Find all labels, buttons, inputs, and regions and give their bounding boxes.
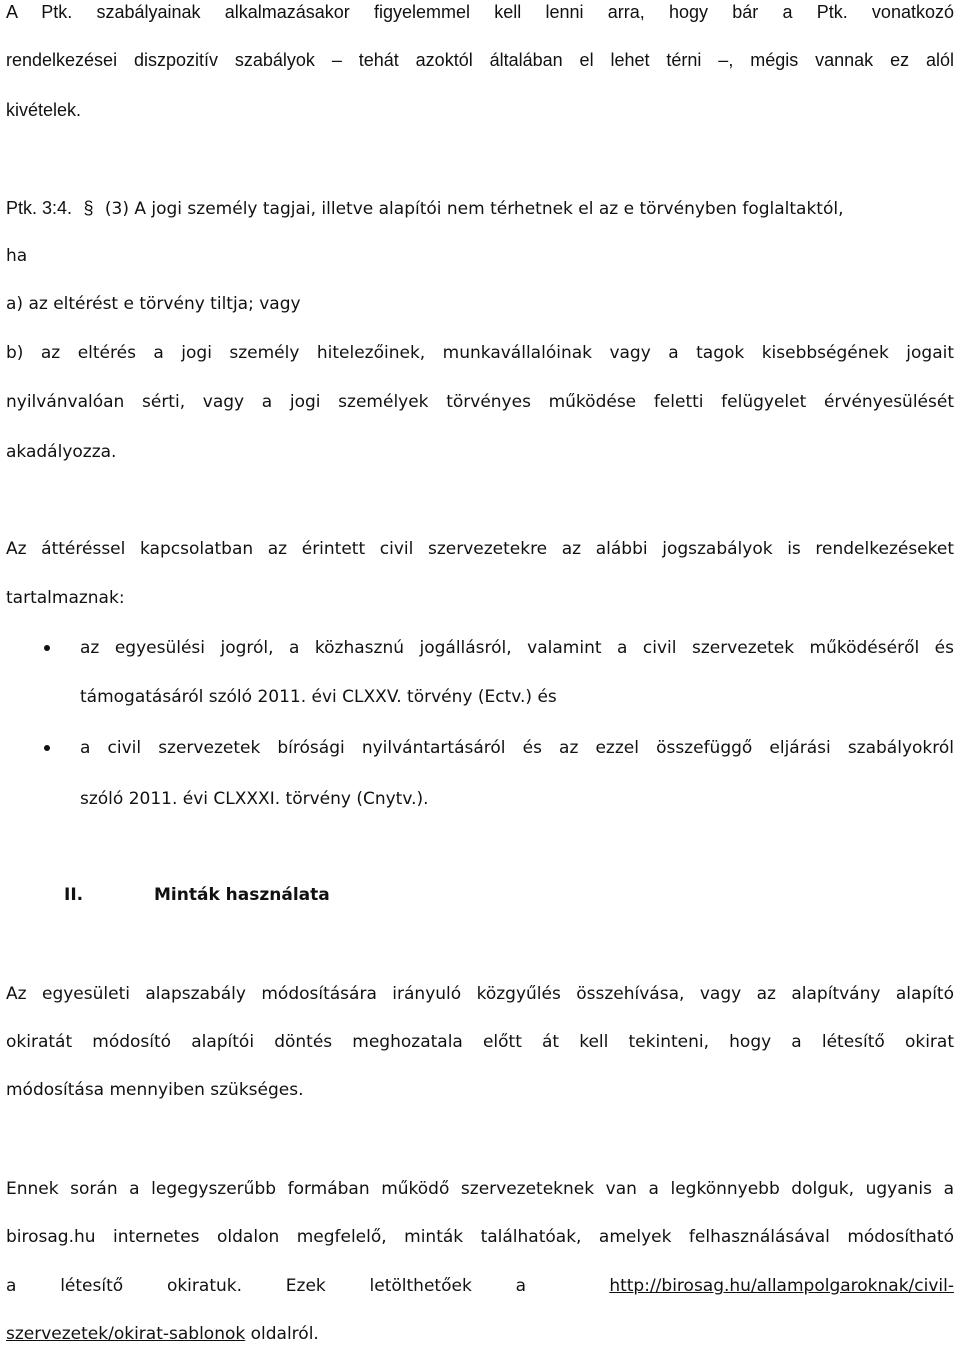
bullet1-line2: támogatásáról szóló 2011. évi CLXXV. törvény (Ectv.) és (80, 687, 557, 707)
section-number: II. (64, 885, 84, 905)
para2-item-b-line2: nyilvánvalóan sérti, vagy a jogi személyek törvényes működése feletti felügyelet érvényesülését (6, 392, 954, 412)
bullet2-line2: szóló 2011. évi CLXXXI. törvény (Cnytv.). (80, 789, 429, 809)
para5-line3 (6, 1274, 954, 1298)
link-birosag-part2[interactable]: szervezetek/okirat-sablonok (6, 1324, 246, 1344)
para2-item-a: a) az eltérést e törvény tiltja; vagy (6, 294, 301, 314)
ptk-reference: Ptk. 3:4. (6, 198, 73, 218)
para2-line1 (6, 196, 954, 221)
para2-line2: ha (6, 246, 28, 266)
para2-line1-text: (3) A jogi személy tagjai, illetve alapítói nem térhetnek el az e törvényben foglaltaktól, (104, 199, 844, 219)
para1-line2: rendelkezései diszpozitív szabályok – tehát azoktól általában el lehet térni –, mégis vannak ez alól (6, 50, 954, 70)
para4-line1: Az egyesületi alapszabály módosítására irányuló közgyűlés összehívása, vagy az alapítvány alapító (6, 984, 954, 1004)
link-birosag-part1[interactable]: http://birosag.hu/allampolgaroknak/civil- (609, 1276, 954, 1296)
para4-line2: okiratát módosító alapítói döntés meghozatala előtt át kell tekinteni, hogy a létesítő okirat (6, 1032, 954, 1052)
bullet-dot-2 (44, 745, 50, 751)
bullet2-line1: a civil szervezetek bírósági nyilvántartásáról és az ezzel összefüggő eljárási szabályokról (80, 738, 954, 758)
para3-line1: Az áttéréssel kapcsolatban az érintett civil szervezetekre az alábbi jogszabályok is rendelkezéseket (6, 539, 954, 559)
para5-line4 (6, 1322, 319, 1346)
para2-item-b-line1: b) az eltérés a jogi személy hitelezőinek, munkavállalóinak vagy a tagok kisebbségének jogait (6, 343, 954, 363)
para5-line2: birosag.hu internetes oldalon megfelelő, minták találhatóak, amelyek felhasználásával módosítható (6, 1227, 954, 1247)
bullet1-line1: az egyesülési jogról, a közhasznú jogállásról, valamint a civil szervezetek működéséről és (80, 638, 954, 658)
para5-line4-text: oldalról. (245, 1324, 319, 1344)
section-title: Minták használata (154, 885, 330, 905)
para5-line1: Ennek során a legegyszerűbb formában működő szervezeteknek van a legkönnyebb dolguk, ugyanis a (6, 1179, 954, 1199)
para3-line2: tartalmaznak: (6, 588, 125, 608)
para5-line3-text: a létesítő okiratuk. Ezek letölthetőek a (6, 1276, 526, 1296)
para4-line3: módosítása mennyiben szükséges. (6, 1080, 304, 1100)
para2-item-b-line3: akadályozza. (6, 442, 117, 462)
bullet-dot-1 (44, 645, 50, 651)
para1-line3: kivételek. (6, 100, 82, 120)
section-sign: § (83, 198, 94, 218)
para1-line1: A Ptk. szabályainak alkalmazásakor figyelemmel kell lenni arra, hogy bár a Ptk. vonatkozó (6, 2, 954, 22)
